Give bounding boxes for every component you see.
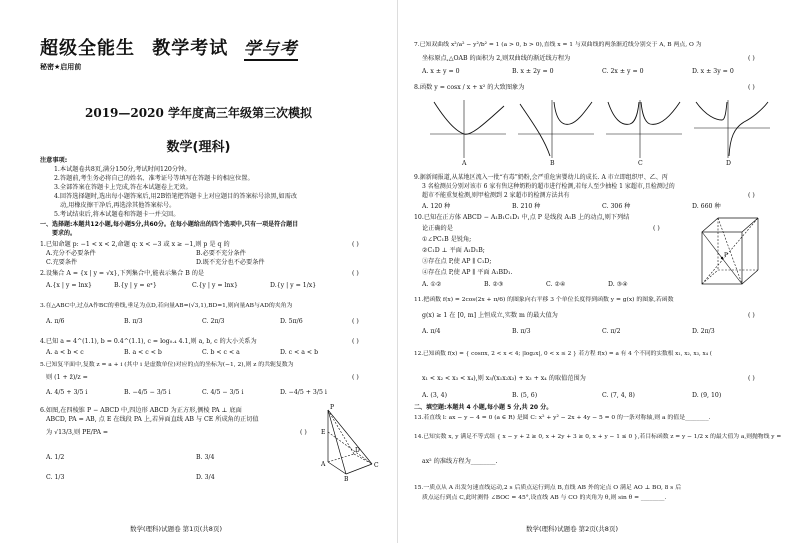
option-a: A. π/4	[422, 328, 441, 335]
secret-label: 秘密★启用前	[40, 63, 82, 71]
label-e: E	[321, 429, 326, 436]
option-d: D. ③④	[608, 281, 628, 288]
answer-paren: ( )	[748, 55, 755, 62]
question-9-stem-cont: 3 名检测员分别对该市 6 家有售这种奶粉的超市进行检测,若每人至少抽检 1 家超市,且检测过的	[422, 183, 675, 190]
option-d: D.既不充分也不必要条件	[196, 259, 265, 266]
answer-paren: ( )	[748, 312, 755, 319]
notice-item: 动,用橡皮擦干净后,再选涂其他答案标号。	[60, 202, 176, 209]
option-b: B. (5, 6)	[512, 392, 538, 399]
brand-name: 超级全能生	[40, 38, 135, 59]
footer-left: 数学(理科)试题卷 第1页(共8页)	[130, 525, 222, 533]
option-d: D. 5π/6	[280, 318, 303, 325]
option-c: C.{y | y = lnx}	[192, 282, 238, 289]
option-b: B. −4/5 − 3/5 i	[124, 389, 171, 396]
statement-3: ③存在点 P,使 AP ∥ C₁D;	[422, 258, 492, 265]
exam-subject: 数学(理科)	[166, 140, 231, 155]
graph-a-label: A	[462, 160, 467, 167]
question-1-stem: 1.已知命题 p: −1 < x < 2,命题 q: x < −3 或 x ≥ −1,则 p 是 q 的	[40, 241, 230, 248]
answer-paren: ( )	[352, 338, 359, 345]
pyramid-figure	[320, 402, 380, 482]
option-d: D. 660 种	[692, 203, 721, 210]
brand-series: 教学考试	[152, 38, 229, 59]
label-p: P	[330, 404, 335, 411]
graph-d-label: D	[726, 160, 731, 167]
answer-paren: ( )	[748, 375, 755, 382]
question-1-options-2	[46, 259, 265, 268]
question-2-options	[46, 282, 316, 291]
option-a: A. x ± y = 0	[422, 68, 460, 75]
option-a: A. 4/5 + 3/5 i	[46, 389, 88, 396]
question-12-stem-cont: x₁ < x₂ < x₃ < x₄),则 x₃/(x₁x₂x₃) + x₃ + x₄ 的取值范围为	[422, 375, 586, 382]
graph-c-label: C	[638, 160, 643, 167]
label-a: A	[321, 461, 326, 468]
option-d: D. c < a < b	[280, 349, 319, 356]
statement-2: ②C₁D ⊥ 平面 A₁D₁B;	[422, 247, 485, 254]
graph-c	[604, 98, 684, 160]
question-4-options	[46, 349, 318, 358]
option-c: C. 4/5 − 3/5 i	[202, 389, 244, 396]
question-12-stem: 12.已知函数 f(x) = { cosπx, 2 < x < 4; |log₂x|, 0 < x ≤ 2 } 若方程 f(x) = a 有 4 个不同的实数根 x₁, x₂, x₃, x₄ (	[414, 351, 713, 357]
answer-paren: ( )	[300, 429, 307, 436]
option-a: A. π/6	[46, 318, 65, 325]
option-b: B.必要不充分条件	[196, 250, 246, 257]
option-a: A. (3, 4)	[422, 392, 448, 399]
question-5-stem: 5.已知复平面中,复数 z = a + i (其中 i 是虚数单位)对应的点的坐标为(−1, 2),则 z 的共轭复数为	[40, 362, 294, 368]
question-12-options	[422, 392, 721, 401]
label-p: P	[724, 252, 728, 258]
option-d: D. (9, 10)	[692, 392, 722, 399]
option-a: A. 120 种	[422, 203, 451, 210]
answer-paren: ( )	[352, 270, 359, 277]
option-b: B.{y | y = eˣ}	[114, 282, 157, 289]
option-a: A.充分不必要条件	[46, 250, 96, 257]
notice-item: 3.全部答案在答题卡上完成,答在本试题卷上无效。	[54, 184, 192, 191]
option-c: C. 2π/3	[202, 318, 225, 325]
question-5-options	[46, 389, 327, 398]
option-c: C. ②④	[546, 281, 566, 288]
notice-item: 4.回答选择题时,选出每小题答案后,用2B铅笔把答题卡上对应题目的答案标号涂黑,如需改	[54, 193, 298, 200]
question-9-stem-cont2: 超市不能重复检测,则甲检测到 2 家超市的检测方法共有	[422, 192, 570, 199]
question-10-stem: 10.已知在正方体 ABCD − A₁B₁C₁D₁ 中,点 P 是线段 A₁B 上的动点,则下列结	[414, 214, 630, 221]
option-b: B. π/3	[512, 328, 531, 335]
option-d: D.{y | y = 1/x}	[270, 282, 317, 289]
option-c: C. (7, 4, 8)	[602, 392, 635, 399]
option-b: B. 210 种	[512, 203, 541, 210]
section-2-heading: 二、填空题:本题共 4 小题,每小题 5 分,共 20 分。	[414, 404, 553, 411]
option-a: A.{x | y = lnx}	[46, 282, 92, 289]
answer-paren: ( )	[352, 374, 359, 381]
option-b: B. 3/4	[196, 454, 215, 461]
question-6-options	[46, 454, 214, 463]
option-a: A. 1/2	[46, 454, 65, 461]
question-15-cont: 质点运行到点 C,此时测得 ∠BOC = 45°,设直线 AB 与 CO 的夹角为 θ,则 sin θ = ________.	[422, 495, 667, 501]
question-14-cont: ax² 的准线方程为________.	[422, 458, 498, 465]
question-6-stem: 6.如图,在四棱锥 P − ABCD 中,四边形 ABCD 为正方形,侧棱 PA ⊥ 底面	[40, 407, 242, 414]
question-11-stem-cont: g(x) ≥ 1 在 [0, m] 上恒成立,实数 m 的最大值为	[422, 312, 558, 319]
option-a: A. ①②	[422, 281, 442, 288]
question-15: 15.一质点从 A 出发匀速直线运动,2 s 后质点运行到点 B,直线 AB 外的定点 O 满足 AO ⊥ BO, 8 s 后	[414, 485, 682, 491]
question-4-stem: 4.已知 a = 4^(1.1), b = 0.4^(1.1), c = log₀.₄ 4.1,则 a, b, c 的大小关系为	[40, 338, 257, 345]
question-3-options	[46, 318, 303, 327]
exam-title: 2019—2020 学年度高三年级第三次模拟	[85, 106, 312, 120]
answer-paren: ( )	[653, 225, 660, 232]
option-c: C. 2x ± y = 0	[602, 68, 644, 75]
option-b: B. a < c < b	[124, 349, 162, 356]
option-b: B. x ± 2y = 0	[512, 68, 554, 75]
label-b: B	[344, 476, 349, 482]
option-b: B. ②③	[484, 281, 504, 288]
notice-heading: 注意事项:	[40, 157, 68, 164]
brand-header	[40, 34, 298, 61]
notice-item: 5.考试结束后,将本试题卷和答题卡一并交回。	[54, 211, 180, 218]
answer-paren: ( )	[748, 192, 755, 199]
answer-paren: ( )	[352, 241, 359, 248]
question-1-options	[46, 250, 246, 259]
statement-1: ①∠PC₁B 是锐角;	[422, 236, 472, 243]
question-11-options	[422, 328, 715, 337]
answer-paren: ( )	[748, 84, 755, 91]
question-2-stem: 2.设集合 A = {x | y = √x},下列集合中,能表示集合 B 的是	[40, 270, 205, 277]
notice-item: 1.本试题卷共8页,满分150分,考试时间120分钟。	[54, 166, 191, 173]
cube-figure	[698, 212, 762, 294]
section-1-heading: 一、选择题:本题共12小题,每小题5分,共60分。在每小题给出的四个选项中,只有一项是符合题目	[40, 221, 299, 228]
question-3-stem: 3.在△ABC中,过点A作BC的垂线,垂足为点D,若向量AB=(√3,1),BD=1,则向量AB与AD的夹角为	[40, 303, 293, 309]
option-b: B. π/3	[124, 318, 143, 325]
question-6-options-2	[46, 474, 215, 483]
option-c: C. 1/3	[46, 474, 65, 481]
option-c: C. b < c < a	[202, 349, 240, 356]
graph-b-label: B	[550, 160, 555, 167]
question-6-stem-cont: ABCD, PA = AB, 点 E 在线段 PA 上,若异面直线 AB 与 CE 所成角的正切值	[46, 416, 259, 423]
question-10-stem-cont: 论正确的是	[422, 225, 453, 232]
question-7-stem-cont: 坐标原点,△OAB 的面积为 2,则双曲线的渐近线方程为	[422, 55, 571, 62]
option-d: D. 3/4	[196, 474, 215, 481]
answer-paren: ( )	[352, 318, 359, 325]
graph-a	[428, 98, 508, 160]
question-5-stem-cont: 则 (1 + z̄)/z =	[46, 374, 88, 381]
notice-item: 2.答题前,考生务必将自己的姓名、准考证号等填写在答题卡的相应位置。	[54, 175, 254, 182]
question-9-options	[422, 203, 721, 212]
label-c: C	[374, 462, 379, 469]
question-11-stem: 11.把函数 f(x) = 2cos(2x + π/6) 的图象向右平移 3 个单位长度得到函数 y = g(x) 的图象,若函数	[414, 297, 674, 303]
section-1-heading-cont: 要求的。	[52, 230, 77, 237]
right-page	[398, 0, 794, 543]
question-14: 14.已知实数 x, y 满足不等式组 { x − y + 2 ≥ 0, x + 2y + 3 ≥ 0, x + y − 1 ≤ 0 },若目标函数 z = y − 1/2 x 的最大值为 a,则抛物线 y =	[414, 434, 782, 440]
brand-logo: 学与考	[244, 34, 298, 61]
question-6-stem-cont2: 为 √13/3,则 PE/PA =	[46, 429, 109, 436]
question-8-stem: 8.函数 y = cosx / x + x² 的大致图象为	[414, 84, 525, 91]
option-a: A. a < b < c	[46, 349, 84, 356]
graph-d	[692, 98, 772, 160]
option-d: D. x ± 3y = 0	[692, 68, 734, 75]
option-c: C. 306 种	[602, 203, 631, 210]
question-10-options	[422, 281, 628, 290]
footer-right: 数学(理科)试题卷 第2页(共8页)	[526, 525, 618, 533]
question-7-options	[422, 68, 734, 77]
option-c: C.充要条件	[46, 259, 78, 266]
option-d: D. 2π/3	[692, 328, 715, 335]
graph-b	[516, 98, 596, 160]
option-c: C. π/2	[602, 328, 621, 335]
option-d: D. −4/5 + 3/5 i	[280, 389, 327, 396]
question-13: 13.若直线 l: ax − y − 4 = 0 (a ∈ R) 是圆 C: x² + y² − 2x + 4y − 5 = 0 的一条对称轴,则 a 的值是________.	[414, 415, 711, 421]
statement-4: ④存在点 P,使 AP ∥ 平面 A₁BD₁.	[422, 269, 513, 276]
question-9-stem: 9.据新闻报道,从某地区流入一批“有毒”奶粉,会严重危害婴幼儿的成长. A 市立即组织甲、乙、丙	[414, 174, 668, 181]
question-7-stem: 7.已知双曲线 x²/a² − y²/b² = 1 (a > 0, b > 0),直线 x = 1 与双曲线的两条渐近线分别交于 A, B 两点, O 为	[414, 42, 702, 48]
label-d: D	[355, 447, 360, 454]
